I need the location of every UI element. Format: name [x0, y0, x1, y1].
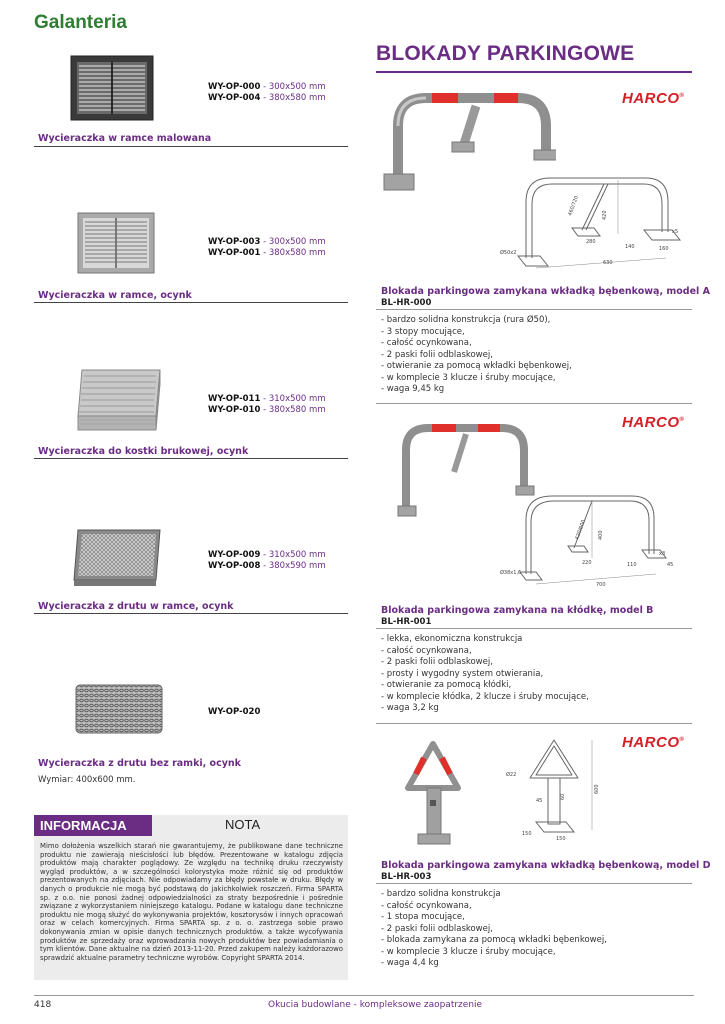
mat-codes-1 — [208, 82, 326, 104]
divider — [376, 883, 692, 884]
dim-d-diameter: Ø22 — [506, 772, 517, 778]
brand-name: HARCO — [622, 414, 680, 431]
divider — [376, 309, 692, 310]
dim-d-height: 600 — [594, 784, 600, 794]
blockade-a-features — [381, 315, 572, 396]
feature-item: - w komplecie 3 klucze i śruby mocujące, — [381, 372, 556, 383]
mat-codes-3 — [208, 394, 326, 416]
divider — [376, 723, 692, 724]
mat-code: WY-OP-004 — [208, 93, 261, 103]
dim-b-w3: 45 — [667, 562, 674, 568]
dim-a-w1: 280 — [586, 239, 596, 245]
dim-d-w2: 150 — [556, 836, 566, 842]
footer-rule — [34, 995, 694, 996]
feature-item: - w komplecie kłódka, 2 klucze i śruby mocujące, — [381, 691, 589, 702]
dim-a-x: x5 — [672, 229, 679, 235]
brand-name: HARCO — [622, 734, 680, 751]
mat-image-zinc-frame — [77, 212, 155, 274]
dim-b-h2: 400 — [598, 530, 604, 540]
mat-code: WY-OP-010 — [208, 405, 261, 415]
mat-size: - 300x500 mm — [260, 237, 326, 247]
feature-item: - bardzo solidna konstrukcja (rura Ø50), — [381, 315, 551, 325]
dim-b-h1: 420/600 — [574, 519, 587, 541]
mat-codes-4 — [208, 550, 326, 572]
mat-name-5: Wycieraczka z drutu bez ramki, ocynk — [38, 758, 241, 769]
feature-item: - 1 stopa mocujące, — [381, 912, 465, 922]
mat-size: - 310x500 mm — [260, 550, 326, 560]
feature-item: - otwieranie za pomocą wkładki bębenkowej, — [381, 361, 572, 371]
feature-item: - całość ocynkowana, — [381, 338, 472, 348]
feature-item: - 2 paski folii odblaskowej, — [381, 923, 493, 934]
feature-item: - waga 3,2 kg — [381, 703, 439, 713]
blockade-b-code: BL-HR-001 — [381, 617, 432, 627]
divider — [34, 458, 348, 459]
mat-size: - 300x500 mm — [260, 82, 326, 92]
blockade-a-code: BL-HR-000 — [381, 298, 432, 308]
divider — [34, 613, 348, 614]
dim-d-s1: 45 — [536, 798, 543, 804]
mat-size: - 380x590 mm — [260, 561, 326, 571]
blockade-d-features — [381, 889, 607, 970]
dim-b-x: x3 — [659, 551, 666, 557]
brand-name: HARCO — [622, 90, 680, 107]
mat-code: WY-OP-008 — [208, 561, 261, 571]
feature-item: - otwieranie za pomocą kłódki, — [381, 680, 512, 690]
divider — [376, 628, 692, 629]
divider — [34, 302, 348, 303]
blockade-b-title: Blokada parkingowa zamykana na kłódkę, model B — [381, 605, 654, 616]
dim-a-h2: 420 — [602, 210, 608, 220]
info-heading: INFORMACJA — [34, 815, 152, 836]
feature-item: - blokada zamykana za pomocą wkładki bębenkowej, — [381, 935, 607, 945]
info-text: Mimo dołożenia wszelkich starań nie gwarantujemy, że publikowane dane techniczne produktu nie zawierają nieścisłości lub błędów. Prezentowane w katalogu zdjęcia produktów mają charakter poglądowy. Ze względu na technikę druku rzeczywisty wygląd produktów, a w szczególności kolorystyka może różnić się od produktów prezentowanych na zdjęciach. Nie odpowiadamy za błędy powstałe w druku. Błędy w danych o produkcie nie mogą być podstawą do jakichkolwiek roszczeń. Firma SPARTA sp. z o.o. nie ponosi żadnej odpowiedzialności za straty bezpośrednie i pośrednie związane z wykorzystaniem niniejszego katalogu. Podane w katalogu dane techniczne produktu nie mogą służyć do wykonywania projektów, kosztorysów i innych opracowań oraz w celach komercyjnych. Firma SPARTA sp. z o. o. zastrzega sobie prawo dokonywania zmian w opisie danych technicznych produktów. a także wycofywania produktów ze sprzedaży oraz wprowadzania nowych produktów bez powiadamiania o tym klientów. Dane aktualne na dzień 2013-11-20. Przed zakupem należy każdorazowo sprawdzić aktualne parametry techniczne wyrobów. Copyright SPARTA 2014. — [40, 842, 343, 962]
dim-a-diameter: Ø50x2 — [500, 250, 517, 256]
feature-item: - prosty i wygodny system otwierania, — [381, 668, 544, 679]
mat-code: WY-OP-009 — [208, 550, 261, 560]
divider — [34, 146, 348, 147]
dim-d-s2: 60 — [560, 793, 566, 800]
blockade-b-features — [381, 634, 589, 715]
mat-size: - 380x580 mm — [260, 93, 326, 103]
dim-d-w1: 150 — [522, 831, 532, 837]
dim-a-w3: 160 — [659, 246, 669, 252]
mat-image-painted-frame — [70, 55, 154, 121]
dim-b-w1: 220 — [582, 560, 592, 566]
mat-code: WY-OP-003 — [208, 237, 261, 247]
feature-item: - waga 9,45 kg — [381, 384, 445, 394]
feature-item: - waga 4,4 kg — [381, 958, 439, 968]
blockade-d-code: BL-HR-003 — [381, 872, 432, 882]
mat-code: WY-OP-011 — [208, 394, 261, 404]
feature-item: - 2 paski folii odblaskowej, — [381, 657, 493, 667]
mat-name-4: Wycieraczka z drutu w ramce, ocynk — [38, 601, 234, 612]
mat-size: - 380x580 mm — [260, 248, 326, 258]
mat-image-wire-frameless — [74, 683, 164, 735]
feature-item: - 3 stopy mocujące, — [381, 326, 465, 337]
mat-size: - 380x580 mm — [260, 405, 326, 415]
feature-item: - bardzo solidna konstrukcja — [381, 889, 501, 899]
feature-item: - lekka, ekonomiczna konstrukcja — [381, 634, 523, 644]
blockade-d-drawing — [496, 734, 616, 844]
mat-codes-2 — [208, 237, 326, 259]
page-number: 418 — [34, 1000, 52, 1010]
feature-item: - w komplecie 3 klucze i śruby mocujące, — [381, 946, 556, 957]
mat-codes-5 — [208, 707, 260, 718]
mat-name-1: Wycieraczka w ramce malowana — [38, 133, 212, 144]
mat-image-paving — [74, 368, 164, 432]
mat-name-3: Wycieraczka do kostki brukowej, ocynk — [38, 446, 249, 457]
mat-code: WY-OP-000 — [208, 82, 261, 92]
dim-a-w2: 140 — [625, 244, 635, 250]
right-section-title: BLOKADY PARKINGOWE — [376, 42, 635, 65]
harco-logo: HARCO® — [622, 90, 685, 107]
mat-size: - 310x500 mm — [260, 394, 326, 404]
dim-b-w2: 110 — [627, 562, 637, 568]
footer-text: Okucia budowlane - kompleksowe zaopatrzenie — [268, 1000, 483, 1010]
dim-a-h1: 460/720 — [567, 195, 580, 217]
nota-heading: NOTA — [225, 817, 261, 832]
dim-b-w4: 700 — [596, 582, 606, 588]
harco-logo: HARCO® — [622, 734, 685, 751]
mat-name-2: Wycieraczka w ramce, ocynk — [38, 290, 192, 301]
blockade-a-drawing — [496, 170, 692, 270]
dim-a-w4: 630 — [603, 260, 613, 266]
feature-item: - 2 paski folii odblaskowej, — [381, 349, 493, 360]
mat-image-wire-frame — [72, 528, 162, 588]
divider — [376, 403, 692, 404]
mat-dimension: Wymiar: 400x600 mm. — [38, 775, 136, 785]
harco-logo: HARCO® — [622, 414, 685, 431]
title-rule — [376, 71, 692, 73]
feature-item: - całość ocynkowana, — [381, 645, 472, 656]
dim-b-diameter: Ø38x1,6 — [500, 570, 522, 576]
mat-code: WY-OP-020 — [208, 707, 261, 717]
mat-code: WY-OP-001 — [208, 248, 261, 258]
blockade-b-drawing — [496, 488, 692, 592]
blockade-a-title: Blokada parkingowa zamykana wkładką bębenkową, model A — [381, 286, 710, 297]
section-title: Galanteria — [34, 12, 127, 33]
blockade-d-photo — [400, 738, 466, 850]
feature-item: - całość ocynkowana, — [381, 900, 472, 911]
blockade-d-title: Blokada parkingowa zamykana wkładką bębenkową, model D — [381, 860, 711, 871]
